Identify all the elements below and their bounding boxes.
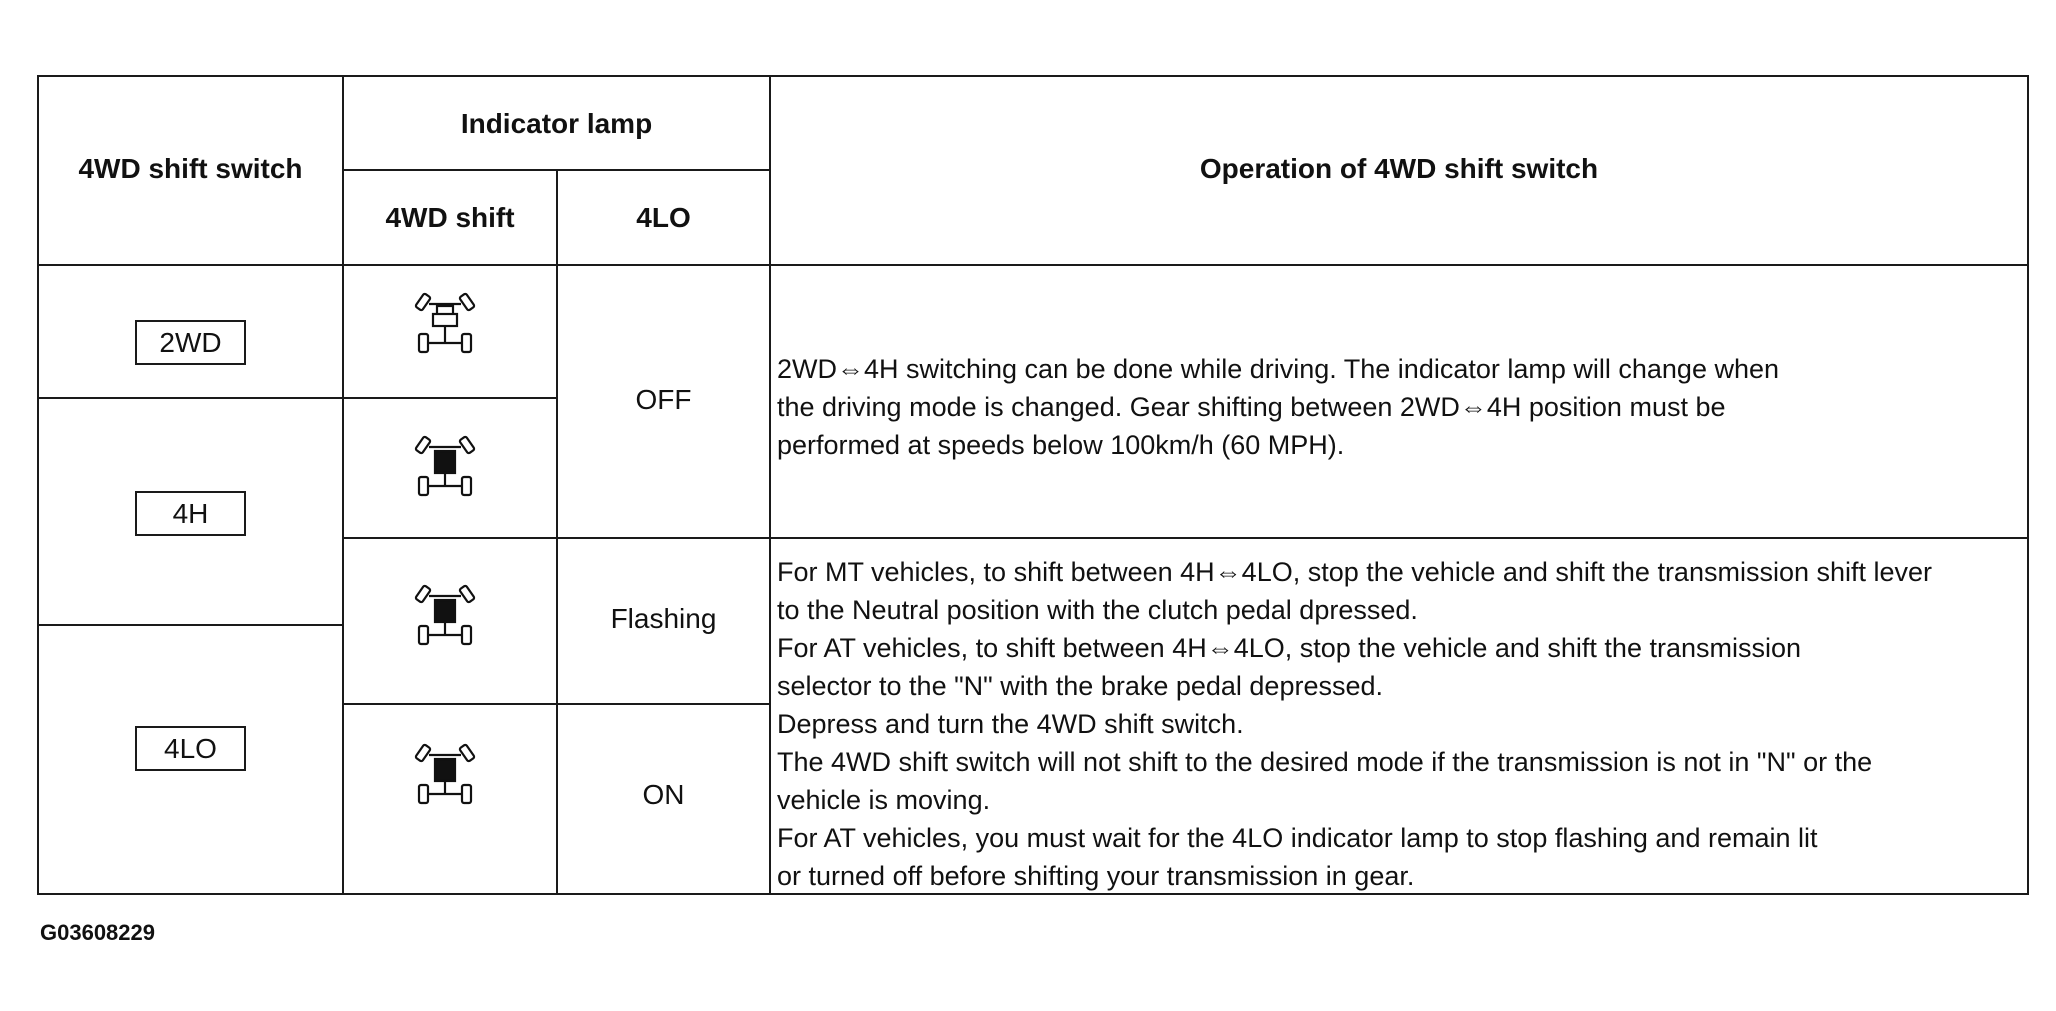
operation-line: or turned off before shifting your transmission in gear. bbox=[777, 861, 1415, 891]
operation-line: vehicle is moving. bbox=[777, 785, 991, 815]
table-border-left bbox=[37, 75, 39, 895]
4wd-vehicle-icon bbox=[413, 741, 477, 811]
operation-line: For MT vehicles, to shift between 4H⇔4LO, stop the vehicle and shift the transmission shift lever bbox=[777, 557, 1933, 587]
lamp-state-off: OFF bbox=[635, 384, 692, 415]
operation-row-divider bbox=[769, 537, 2029, 539]
4wd-vehicle-icon bbox=[413, 582, 477, 652]
lamp-row-divider-3 bbox=[342, 703, 558, 705]
lo-row-divider-2 bbox=[556, 703, 771, 705]
4wd-vehicle-icon bbox=[413, 290, 477, 360]
lamp-row-divider-2 bbox=[342, 537, 558, 539]
figure-code: G03608229 bbox=[40, 920, 155, 945]
table-border-top bbox=[37, 75, 2029, 77]
operation-line: to the Neutral position with the clutch pedal dpressed. bbox=[777, 595, 1418, 625]
switch-position-4h: 4H bbox=[135, 491, 246, 536]
header-bottom bbox=[37, 264, 2029, 266]
operation-line: the driving mode is changed. Gear shifting between 2WD⇔4H position must be bbox=[777, 392, 1726, 422]
col-divider-3 bbox=[769, 75, 771, 895]
operation-line: 2WD⇔4H switching can be done while driving. The indicator lamp will change when bbox=[777, 354, 1780, 384]
4wd-vehicle-icon bbox=[413, 433, 477, 503]
switch-position-2wd: 2WD bbox=[135, 320, 246, 365]
switch-row-divider-2 bbox=[37, 624, 344, 626]
operation-line: performed at speeds below 100km/h (60 MPH). bbox=[777, 430, 1345, 460]
switch-position-4lo: 4LO bbox=[135, 726, 246, 771]
header-lamp-4wd-shift: 4WD shift bbox=[385, 202, 515, 233]
operation-text-4h-4lo bbox=[777, 553, 1932, 895]
header-lamp-4lo: 4LO bbox=[636, 202, 691, 233]
operation-line: For AT vehicles, you must wait for the 4LO indicator lamp to stop flashing and remain lit bbox=[777, 823, 1818, 853]
switch-row-divider-1 bbox=[37, 397, 344, 399]
header-operation: Operation of 4WD shift switch bbox=[1199, 153, 1599, 184]
header-indicator-lamp: Indicator lamp bbox=[460, 108, 653, 139]
header-subdivider bbox=[342, 169, 771, 171]
operation-line: selector to the "N" with the brake pedal depressed. bbox=[777, 671, 1384, 701]
lo-row-divider-1 bbox=[556, 537, 771, 539]
table-border-right bbox=[2027, 75, 2029, 895]
operation-line: The 4WD shift switch will not shift to the desired mode if the transmission is not in "N" or the bbox=[777, 747, 1873, 777]
col-divider-1 bbox=[342, 75, 344, 895]
header-4wd-shift-switch: 4WD shift switch bbox=[78, 153, 303, 184]
lamp-row-divider-1 bbox=[342, 397, 558, 399]
lamp-state-on: ON bbox=[642, 779, 685, 810]
operation-text-2wd-4h bbox=[777, 350, 1779, 464]
lamp-state-flashing: Flashing bbox=[610, 603, 717, 634]
operation-line: Depress and turn the 4WD shift switch. bbox=[777, 709, 1244, 739]
operation-line: For AT vehicles, to shift between 4H⇔4LO, stop the vehicle and shift the transmission bbox=[777, 633, 1802, 663]
